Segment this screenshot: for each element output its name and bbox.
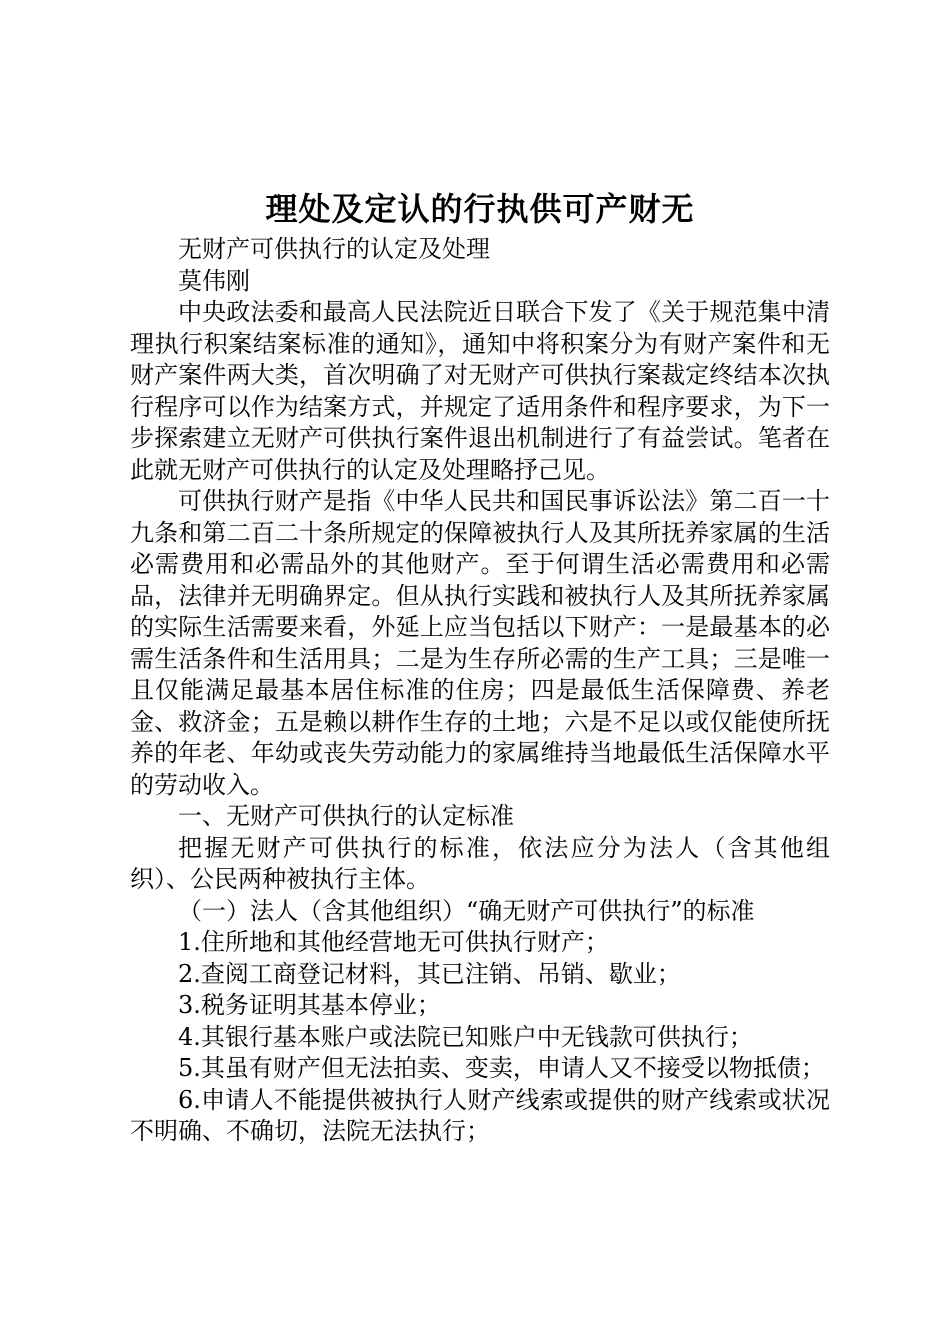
- document-title: 理处及定认的行执供可产财无: [265, 190, 695, 228]
- list-item: 4.其银行基本账户或法院已知账户中无钱款可供执行；: [178, 1022, 753, 1051]
- list-item: 2.查阅工商登记材料，其已注销、吊销、歇业；: [178, 959, 681, 988]
- body-paragraph: 中央政法委和最高人民法院近日联合下发了《关于规范集中清理执行积案结案标准的通知》，通知中将积案分为有财产案件和无财产案件两大类，首次明确了对无财产可供执行案裁定终结本次执行程序可以作为结案方式，并规定了适用条件和程序要求，为下一步探索建立无财产可供执行案件退出机制进行了有益尝试。笔者在此就无财产可供执行的认定及处理略抒己见。: [130, 298, 830, 484]
- section-heading: 一、无财产可供执行的认定标准: [178, 802, 514, 830]
- list-item: 3.税务证明其基本停业；: [178, 991, 441, 1019]
- list-item: 6.申请人不能提供被执行人财产线索或提供的财产线索或状况不明确、不确切，法院无法执行；: [130, 1085, 830, 1145]
- body-paragraph: 把握无财产可供执行的标准，依法应分为法人（含其他组织）、公民两种被执行主体。: [130, 833, 830, 893]
- document-page: [130, 184, 830, 1148]
- author-paragraph: 莫伟刚: [178, 266, 250, 295]
- list-item: 1.住所地和其他经营地无可供执行财产；: [178, 928, 609, 956]
- body-paragraph: 可供执行财产是指《中华人民共和国民事诉讼法》第二百一十九条和第二百二十条所规定的保障被执行人及其所抚养家属的生活必需费用和必需品外的其他财产。至于何谓生活必需费用和必需品，法律并无明确界定。但从执行实践和被执行人及其所抚养家属的实际生活需要来看，外延上应当包括以下财产：一是最基本的必需生活条件和生活用具；二是为生存所必需的生产工具；三是唯一且仅能满足最基本居住标准的住房；四是最低生活保障费、养老金、救济金；五是赖以耕作生存的土地；六是不足以或仅能使所抚养的年老、年幼或丧失劳动能力的家属维持当地最低生活保障水平的劳动收入。: [130, 487, 830, 799]
- subtitle-paragraph: 无财产可供执行的认定及处理: [178, 235, 490, 263]
- subsection-heading: （一）法人（含其他组织）“确无财产可供执行”的标准: [178, 896, 755, 925]
- list-item: 5.其虽有财产但无法拍卖、变卖，申请人又不接受以物抵债；: [178, 1054, 825, 1082]
